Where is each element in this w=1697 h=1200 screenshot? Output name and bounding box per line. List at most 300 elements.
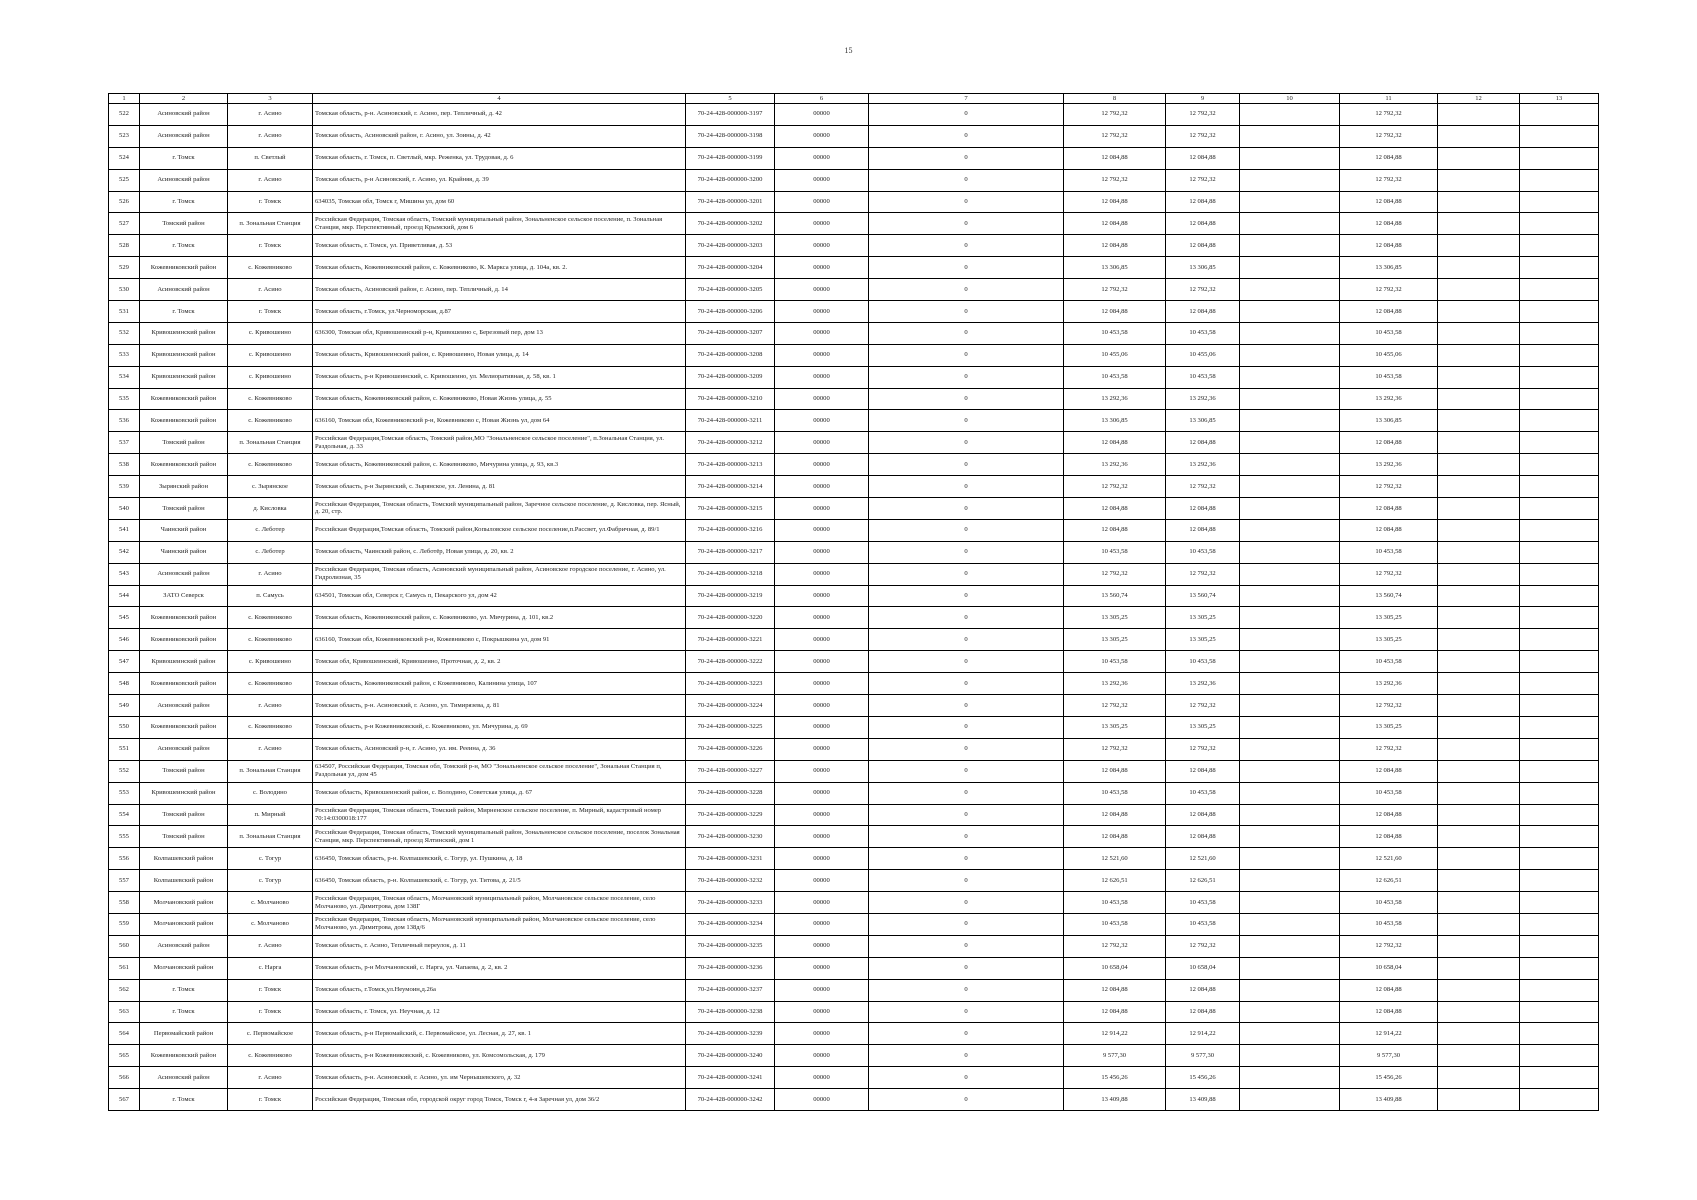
- cell-code: 00000: [775, 629, 869, 651]
- cell-value-7: 0: [869, 673, 1064, 695]
- cell-settlement: п. Зональная Станция: [228, 213, 313, 235]
- cell-amount-8: 10 453,58: [1064, 782, 1166, 804]
- cell-amount-9: 9 577,30: [1166, 1045, 1240, 1067]
- cell-amount-9: 13 292,36: [1166, 673, 1240, 695]
- cell-code: 00000: [775, 213, 869, 235]
- cell-address: Томская область, Кожевниковский район, с. Кожевниково, ул. Мичурина, д. 101, кв.2: [313, 607, 686, 629]
- cell-amount-9: 12 914,22: [1166, 1023, 1240, 1045]
- cell-value-7: 0: [869, 804, 1064, 826]
- cell-value-12: [1438, 804, 1520, 826]
- cell-address: Томская обл, Кривошеинский, Кривошеино, Проточная, д. 2, кв. 2: [313, 651, 686, 673]
- cell-row-number: 540: [109, 498, 140, 520]
- cell-value-7: 0: [869, 957, 1064, 979]
- cell-value-13: [1520, 738, 1599, 760]
- cell-registry-number: 70-24-428-000000-3240: [686, 1045, 775, 1067]
- cell-value-12: [1438, 454, 1520, 476]
- cell-address: 636160, Томская обл, Кожевниковский р-н, Кожевниково с, Покрышкина ул, дом 91: [313, 629, 686, 651]
- cell-amount-11: 12 084,88: [1340, 826, 1438, 848]
- cell-row-number: 554: [109, 804, 140, 826]
- cell-district: г. Томск: [140, 1089, 228, 1111]
- cell-row-number: 558: [109, 892, 140, 914]
- table-row: [109, 826, 1599, 848]
- cell-value-10: [1240, 935, 1340, 957]
- cell-value-13: [1520, 892, 1599, 914]
- cell-value-12: [1438, 191, 1520, 213]
- cell-value-13: [1520, 388, 1599, 410]
- cell-value-7: 0: [869, 344, 1064, 366]
- cell-settlement: п. Светлый: [228, 147, 313, 169]
- cell-address: Российская Федерация,Томская область, Томский район,Копыловское сельское поселение,п.Рассвет, ул.Фабричная, д. 89/1: [313, 519, 686, 541]
- cell-amount-8: 12 792,32: [1064, 563, 1166, 585]
- cell-amount-9: 12 084,88: [1166, 1001, 1240, 1023]
- cell-address: Томская область, р-н Зырянский, с. Зырянское, ул. Ленина, д. 81: [313, 476, 686, 498]
- cell-registry-number: 70-24-428-000000-3210: [686, 388, 775, 410]
- cell-row-number: 544: [109, 585, 140, 607]
- cell-code: 00000: [775, 782, 869, 804]
- cell-value-13: [1520, 125, 1599, 147]
- column-header: 9: [1166, 94, 1240, 104]
- cell-district: Кожевниковский район: [140, 629, 228, 651]
- table-row: [109, 1089, 1599, 1111]
- cell-address: Томская область, Кожевниковский район, с. Кожевниково, К. Маркса улица, д. 104а, кв. 2.: [313, 257, 686, 279]
- cell-address: Томская область, г.Томск, ул.Черноморская, д.87: [313, 301, 686, 323]
- cell-value-7: 0: [869, 629, 1064, 651]
- table-body: [109, 104, 1599, 1111]
- cell-address: Томская область, Кривошеинский район, с. Володино, Советская улица, д. 67: [313, 782, 686, 804]
- cell-value-12: [1438, 257, 1520, 279]
- cell-value-10: [1240, 760, 1340, 782]
- cell-code: 00000: [775, 1001, 869, 1023]
- cell-value-7: 0: [869, 826, 1064, 848]
- cell-value-7: 0: [869, 476, 1064, 498]
- table-row: [109, 191, 1599, 213]
- cell-value-10: [1240, 738, 1340, 760]
- cell-amount-11: 13 292,36: [1340, 673, 1438, 695]
- cell-value-10: [1240, 1023, 1340, 1045]
- cell-value-12: [1438, 519, 1520, 541]
- cell-district: Зырянский район: [140, 476, 228, 498]
- cell-value-10: [1240, 1067, 1340, 1089]
- cell-settlement: с. Кожевниково: [228, 1045, 313, 1067]
- cell-amount-9: 10 453,58: [1166, 322, 1240, 344]
- cell-district: Асиновский район: [140, 125, 228, 147]
- cell-district: Асиновский район: [140, 738, 228, 760]
- cell-value-12: [1438, 738, 1520, 760]
- cell-address: 636160, Томская обл, Кожевниковский р-н, Кожевниково с, Новая Жизнь ул, дом 64: [313, 410, 686, 432]
- cell-amount-8: 13 306,85: [1064, 257, 1166, 279]
- cell-amount-9: 12 792,32: [1166, 738, 1240, 760]
- cell-value-7: 0: [869, 366, 1064, 388]
- cell-value-7: 0: [869, 235, 1064, 257]
- cell-amount-9: 12 792,32: [1166, 935, 1240, 957]
- cell-district: Кривошеинский район: [140, 366, 228, 388]
- cell-value-10: [1240, 366, 1340, 388]
- cell-value-12: [1438, 366, 1520, 388]
- cell-value-12: [1438, 1001, 1520, 1023]
- table-row: [109, 716, 1599, 738]
- cell-district: Томский район: [140, 804, 228, 826]
- cell-value-12: [1438, 322, 1520, 344]
- table-row: [109, 454, 1599, 476]
- cell-value-13: [1520, 826, 1599, 848]
- cell-value-13: [1520, 782, 1599, 804]
- cell-district: Асиновский район: [140, 1067, 228, 1089]
- cell-amount-8: 12 084,88: [1064, 235, 1166, 257]
- cell-value-12: [1438, 344, 1520, 366]
- cell-value-10: [1240, 191, 1340, 213]
- cell-value-10: [1240, 716, 1340, 738]
- table-row: [109, 498, 1599, 520]
- cell-value-13: [1520, 913, 1599, 935]
- cell-value-12: [1438, 563, 1520, 585]
- cell-row-number: 561: [109, 957, 140, 979]
- cell-address: 636450, Томская область, р-н. Колпашевский, с. Тогур, ул. Титова, д. 21/5: [313, 870, 686, 892]
- cell-district: Колпашевский район: [140, 870, 228, 892]
- cell-amount-8: 12 521,60: [1064, 848, 1166, 870]
- cell-value-10: [1240, 782, 1340, 804]
- cell-registry-number: 70-24-428-000000-3232: [686, 870, 775, 892]
- cell-value-12: [1438, 1023, 1520, 1045]
- cell-value-13: [1520, 563, 1599, 585]
- cell-value-13: [1520, 498, 1599, 520]
- cell-settlement: г. Томск: [228, 235, 313, 257]
- cell-value-13: [1520, 1067, 1599, 1089]
- cell-amount-11: 12 084,88: [1340, 760, 1438, 782]
- cell-address: 634501, Томская обл, Северск г, Самусь п, Пекарского ул, дом 42: [313, 585, 686, 607]
- page-number: 15: [844, 46, 853, 55]
- cell-code: 00000: [775, 848, 869, 870]
- cell-value-12: [1438, 673, 1520, 695]
- cell-value-10: [1240, 519, 1340, 541]
- cell-amount-8: 12 792,32: [1064, 935, 1166, 957]
- cell-amount-8: 12 084,88: [1064, 191, 1166, 213]
- cell-registry-number: 70-24-428-000000-3242: [686, 1089, 775, 1111]
- table-row: [109, 848, 1599, 870]
- cell-address: 634507, Российская Федерация, Томская обл, Томский р-н, МО "Зональненское сельское поселение", Зональная Станция п, Раздольная ул, дом 45: [313, 760, 686, 782]
- cell-settlement: п. Самусь: [228, 585, 313, 607]
- cell-district: Томский район: [140, 826, 228, 848]
- cell-address: Томская область, г. Асино, Тепличный переулок, д. 11: [313, 935, 686, 957]
- cell-value-12: [1438, 695, 1520, 717]
- table-row: [109, 629, 1599, 651]
- cell-value-13: [1520, 935, 1599, 957]
- cell-value-10: [1240, 957, 1340, 979]
- cell-value-10: [1240, 804, 1340, 826]
- cell-registry-number: 70-24-428-000000-3224: [686, 695, 775, 717]
- cell-address: Российская Федерация, Томская область, Томский район, Мирненское сельское поселение, п. Мирный, кадастровый номер 70:14:0300018:177: [313, 804, 686, 826]
- table-row: [109, 322, 1599, 344]
- cell-value-7: 0: [869, 410, 1064, 432]
- cell-row-number: 562: [109, 979, 140, 1001]
- cell-registry-number: 70-24-428-000000-3215: [686, 498, 775, 520]
- cell-value-12: [1438, 541, 1520, 563]
- cell-value-12: [1438, 388, 1520, 410]
- cell-registry-number: 70-24-428-000000-3208: [686, 344, 775, 366]
- cell-registry-number: 70-24-428-000000-3236: [686, 957, 775, 979]
- cell-value-7: 0: [869, 498, 1064, 520]
- cell-value-12: [1438, 1089, 1520, 1111]
- cell-row-number: 566: [109, 1067, 140, 1089]
- cell-amount-9: 10 453,58: [1166, 366, 1240, 388]
- cell-code: 00000: [775, 738, 869, 760]
- cell-code: 00000: [775, 760, 869, 782]
- cell-amount-9: 12 084,88: [1166, 301, 1240, 323]
- cell-value-12: [1438, 826, 1520, 848]
- cell-amount-8: 12 084,88: [1064, 760, 1166, 782]
- cell-amount-11: 12 792,32: [1340, 169, 1438, 191]
- cell-value-12: [1438, 213, 1520, 235]
- cell-district: Кожевниковский район: [140, 388, 228, 410]
- column-header: 3: [228, 94, 313, 104]
- cell-amount-11: 12 084,88: [1340, 432, 1438, 454]
- cell-amount-11: 10 453,58: [1340, 782, 1438, 804]
- cell-registry-number: 70-24-428-000000-3219: [686, 585, 775, 607]
- cell-row-number: 531: [109, 301, 140, 323]
- cell-amount-11: 12 084,88: [1340, 804, 1438, 826]
- cell-value-12: [1438, 147, 1520, 169]
- cell-value-10: [1240, 454, 1340, 476]
- cell-code: 00000: [775, 454, 869, 476]
- cell-row-number: 567: [109, 1089, 140, 1111]
- table-row: [109, 1001, 1599, 1023]
- cell-registry-number: 70-24-428-000000-3200: [686, 169, 775, 191]
- cell-value-13: [1520, 519, 1599, 541]
- cell-row-number: 555: [109, 826, 140, 848]
- cell-value-7: 0: [869, 279, 1064, 301]
- cell-value-12: [1438, 892, 1520, 914]
- cell-amount-9: 13 292,36: [1166, 388, 1240, 410]
- cell-district: Кожевниковский район: [140, 716, 228, 738]
- cell-registry-number: 70-24-428-000000-3222: [686, 651, 775, 673]
- cell-row-number: 522: [109, 104, 140, 126]
- cell-value-13: [1520, 454, 1599, 476]
- cell-amount-9: 13 306,85: [1166, 410, 1240, 432]
- cell-amount-8: 12 792,32: [1064, 125, 1166, 147]
- cell-registry-number: 70-24-428-000000-3227: [686, 760, 775, 782]
- cell-value-12: [1438, 410, 1520, 432]
- cell-amount-8: 12 914,22: [1064, 1023, 1166, 1045]
- cell-address: 634035, Томская обл, Томск г, Мишина ул, дом 60: [313, 191, 686, 213]
- cell-address: Томская область, Кожевниковский район, с. Кожевниково, Новая Жизнь улица, д. 55: [313, 388, 686, 410]
- table-row: [109, 147, 1599, 169]
- cell-code: 00000: [775, 957, 869, 979]
- cell-value-12: [1438, 1045, 1520, 1067]
- cell-value-10: [1240, 476, 1340, 498]
- cell-value-10: [1240, 870, 1340, 892]
- cell-amount-8: 10 453,58: [1064, 541, 1166, 563]
- cell-amount-11: 10 453,58: [1340, 892, 1438, 914]
- cell-value-7: 0: [869, 191, 1064, 213]
- cell-registry-number: 70-24-428-000000-3228: [686, 782, 775, 804]
- table-row: [109, 366, 1599, 388]
- column-header: 8: [1064, 94, 1166, 104]
- table-row: [109, 935, 1599, 957]
- cell-value-10: [1240, 432, 1340, 454]
- table-row: [109, 913, 1599, 935]
- cell-district: Кривошеинский район: [140, 651, 228, 673]
- cell-registry-number: 70-24-428-000000-3226: [686, 738, 775, 760]
- cell-amount-8: 12 792,32: [1064, 695, 1166, 717]
- cell-row-number: 543: [109, 563, 140, 585]
- cell-address: Томская область, р-н Кожевниковский, с. Кожевниково, ул. Мичурина, д. 69: [313, 716, 686, 738]
- cell-value-13: [1520, 147, 1599, 169]
- cell-code: 00000: [775, 301, 869, 323]
- cell-settlement: с. Первомайское: [228, 1023, 313, 1045]
- cell-value-12: [1438, 716, 1520, 738]
- cell-settlement: с. Тогур: [228, 870, 313, 892]
- cell-amount-8: 12 792,32: [1064, 279, 1166, 301]
- cell-district: Томский район: [140, 498, 228, 520]
- cell-address: Томская область, г. Томск, ул. Приветливая, д. 53: [313, 235, 686, 257]
- cell-value-13: [1520, 979, 1599, 1001]
- cell-value-10: [1240, 388, 1340, 410]
- cell-registry-number: 70-24-428-000000-3216: [686, 519, 775, 541]
- cell-code: 00000: [775, 673, 869, 695]
- cell-value-7: 0: [869, 651, 1064, 673]
- cell-settlement: с. Кожевниково: [228, 454, 313, 476]
- table-row: [109, 957, 1599, 979]
- cell-amount-8: 13 292,36: [1064, 454, 1166, 476]
- column-header: 10: [1240, 94, 1340, 104]
- cell-district: Колпашевский район: [140, 848, 228, 870]
- table-row: [109, 213, 1599, 235]
- cell-code: 00000: [775, 913, 869, 935]
- cell-amount-9: 12 792,32: [1166, 169, 1240, 191]
- cell-value-10: [1240, 695, 1340, 717]
- cell-district: Чаинский район: [140, 519, 228, 541]
- cell-amount-8: 12 084,88: [1064, 826, 1166, 848]
- cell-code: 00000: [775, 935, 869, 957]
- cell-row-number: 532: [109, 322, 140, 344]
- cell-amount-9: 10 658,04: [1166, 957, 1240, 979]
- cell-amount-9: 12 792,32: [1166, 695, 1240, 717]
- cell-address: Томская область, г.Томск,ул.Неумоин,д.26а: [313, 979, 686, 1001]
- cell-value-7: 0: [869, 147, 1064, 169]
- table-row: [109, 804, 1599, 826]
- cell-value-7: 0: [869, 1067, 1064, 1089]
- cell-value-10: [1240, 301, 1340, 323]
- cell-registry-number: 70-24-428-000000-3237: [686, 979, 775, 1001]
- cell-registry-number: 70-24-428-000000-3217: [686, 541, 775, 563]
- cell-value-10: [1240, 979, 1340, 1001]
- cell-district: Кожевниковский район: [140, 410, 228, 432]
- cell-address: Томская область, Кожевниковский район, с Кожевниково, Калинина улица, 107: [313, 673, 686, 695]
- cell-value-10: [1240, 257, 1340, 279]
- cell-district: г. Томск: [140, 191, 228, 213]
- cell-code: 00000: [775, 716, 869, 738]
- cell-amount-8: 10 453,58: [1064, 366, 1166, 388]
- cell-amount-8: 13 305,25: [1064, 629, 1166, 651]
- cell-value-12: [1438, 498, 1520, 520]
- cell-district: Кривошеинский район: [140, 344, 228, 366]
- cell-value-13: [1520, 651, 1599, 673]
- cell-value-7: 0: [869, 695, 1064, 717]
- cell-amount-11: 12 084,88: [1340, 979, 1438, 1001]
- cell-amount-9: 12 084,88: [1166, 760, 1240, 782]
- cell-value-7: 0: [869, 892, 1064, 914]
- column-header: 6: [775, 94, 869, 104]
- cell-row-number: 564: [109, 1023, 140, 1045]
- cell-row-number: 539: [109, 476, 140, 498]
- cell-registry-number: 70-24-428-000000-3220: [686, 607, 775, 629]
- cell-registry-number: 70-24-428-000000-3199: [686, 147, 775, 169]
- cell-amount-9: 12 084,88: [1166, 235, 1240, 257]
- cell-amount-11: 12 792,32: [1340, 279, 1438, 301]
- table-row: [109, 1045, 1599, 1067]
- cell-settlement: п. Мирный: [228, 804, 313, 826]
- cell-settlement: г. Томск: [228, 191, 313, 213]
- cell-value-10: [1240, 892, 1340, 914]
- cell-settlement: с. Кривошеино: [228, 366, 313, 388]
- cell-district: г. Томск: [140, 147, 228, 169]
- cell-amount-8: 9 577,30: [1064, 1045, 1166, 1067]
- cell-settlement: с. Нарга: [228, 957, 313, 979]
- table-row: [109, 760, 1599, 782]
- cell-value-10: [1240, 213, 1340, 235]
- cell-amount-9: 12 626,51: [1166, 870, 1240, 892]
- cell-code: 00000: [775, 1089, 869, 1111]
- cell-value-13: [1520, 476, 1599, 498]
- cell-district: Кожевниковский район: [140, 257, 228, 279]
- cell-amount-11: 12 084,88: [1340, 498, 1438, 520]
- cell-settlement: г. Томск: [228, 301, 313, 323]
- table-row: [109, 125, 1599, 147]
- cell-district: Асиновский район: [140, 169, 228, 191]
- cell-settlement: г. Асино: [228, 279, 313, 301]
- cell-value-13: [1520, 804, 1599, 826]
- cell-amount-9: 10 453,58: [1166, 541, 1240, 563]
- cell-amount-8: 10 453,58: [1064, 322, 1166, 344]
- cell-registry-number: 70-24-428-000000-3212: [686, 432, 775, 454]
- cell-value-13: [1520, 279, 1599, 301]
- cell-value-12: [1438, 607, 1520, 629]
- cell-district: ЗАТО Северск: [140, 585, 228, 607]
- cell-value-10: [1240, 563, 1340, 585]
- cell-amount-8: 12 084,88: [1064, 1001, 1166, 1023]
- cell-amount-11: 12 914,22: [1340, 1023, 1438, 1045]
- cell-district: Кожевниковский район: [140, 454, 228, 476]
- cell-row-number: 559: [109, 913, 140, 935]
- cell-registry-number: 70-24-428-000000-3197: [686, 104, 775, 126]
- cell-row-number: 527: [109, 213, 140, 235]
- cell-registry-number: 70-24-428-000000-3213: [686, 454, 775, 476]
- cell-settlement: г. Томск: [228, 1089, 313, 1111]
- cell-value-13: [1520, 410, 1599, 432]
- cell-value-10: [1240, 607, 1340, 629]
- cell-value-12: [1438, 870, 1520, 892]
- cell-amount-9: 12 084,88: [1166, 191, 1240, 213]
- cell-amount-9: 10 453,58: [1166, 651, 1240, 673]
- cell-amount-11: 12 792,32: [1340, 563, 1438, 585]
- cell-amount-11: 12 521,60: [1340, 848, 1438, 870]
- cell-code: 00000: [775, 804, 869, 826]
- cell-code: 00000: [775, 1023, 869, 1045]
- cell-value-13: [1520, 870, 1599, 892]
- cell-value-12: [1438, 848, 1520, 870]
- cell-amount-8: 13 292,36: [1064, 388, 1166, 410]
- cell-district: Асиновский район: [140, 279, 228, 301]
- cell-amount-11: 12 792,32: [1340, 695, 1438, 717]
- cell-settlement: с. Кожевниково: [228, 388, 313, 410]
- cell-amount-8: 12 084,88: [1064, 804, 1166, 826]
- cell-value-13: [1520, 169, 1599, 191]
- cell-amount-8: 12 792,32: [1064, 476, 1166, 498]
- cell-value-7: 0: [869, 541, 1064, 563]
- cell-address: Томская область, р-н. Асиновский, г. Асино, пер. Тепличный, д. 42: [313, 104, 686, 126]
- cell-address: Томская область, р-н. Асиновский, г. Асино, ул. Тимирязева, д. 81: [313, 695, 686, 717]
- table-row: [109, 1023, 1599, 1045]
- cell-amount-9: 13 292,36: [1166, 454, 1240, 476]
